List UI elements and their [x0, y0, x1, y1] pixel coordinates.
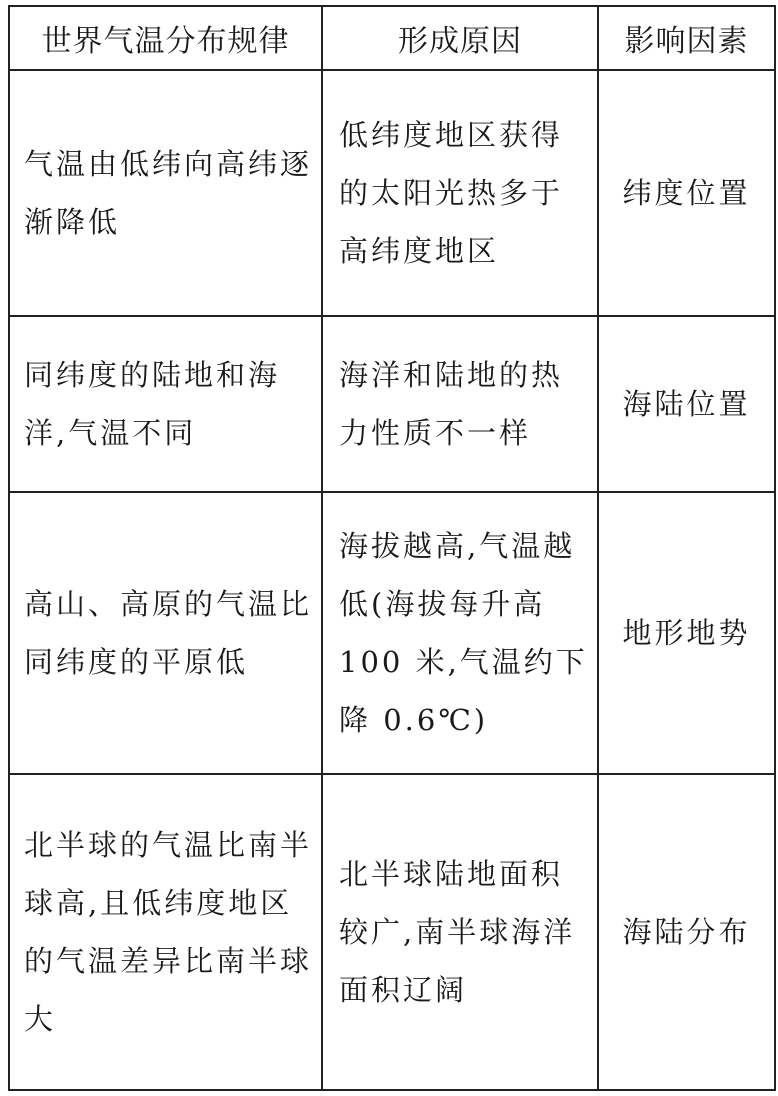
pattern-text: 同纬度的陆地和海洋,气温不同 [24, 358, 281, 450]
table-row [9, 316, 775, 492]
factor-text: 海陆分布 [622, 915, 751, 949]
cause-cell [322, 774, 598, 1090]
pattern-cell [9, 316, 322, 492]
header-factor: 影响因素 [598, 6, 775, 70]
factor-text: 海陆位置 [622, 387, 751, 421]
table-row [9, 774, 775, 1090]
pattern-cell [9, 492, 322, 774]
cause-text: 海拔越高,气温越低(海拔每升高 100 米,气温约下降 0.6℃) [339, 529, 588, 737]
factor-cell [598, 70, 775, 316]
cause-cell [322, 70, 598, 316]
header-row [9, 6, 775, 70]
pattern-cell [9, 774, 322, 1090]
table-row [9, 70, 775, 316]
climate-distribution-table [8, 5, 776, 1091]
cause-cell [322, 316, 598, 492]
pattern-text: 北半球的气温比南半球高,且低纬度地区的气温差异比南半球大 [24, 828, 313, 1036]
pattern-text: 高山、高原的气温比同纬度的平原低 [24, 587, 313, 679]
factor-text: 地形地势 [622, 616, 751, 650]
cause-cell [322, 492, 598, 774]
cause-text: 北半球陆地面积较广,南半球海洋面积辽阔 [339, 857, 576, 1007]
table-row [9, 492, 775, 774]
pattern-text: 气温由低纬向高纬逐渐降低 [24, 147, 313, 239]
header-pattern: 世界气温分布规律 [9, 6, 322, 70]
factor-cell [598, 492, 775, 774]
factor-cell [598, 774, 775, 1090]
cause-text: 海洋和陆地的热力性质不一样 [339, 358, 564, 450]
pattern-cell [9, 70, 322, 316]
factor-text: 纬度位置 [622, 176, 751, 210]
factor-cell [598, 316, 775, 492]
cause-text: 低纬度地区获得的太阳光热多于高纬度地区 [339, 118, 564, 268]
header-cause: 形成原因 [322, 6, 598, 70]
